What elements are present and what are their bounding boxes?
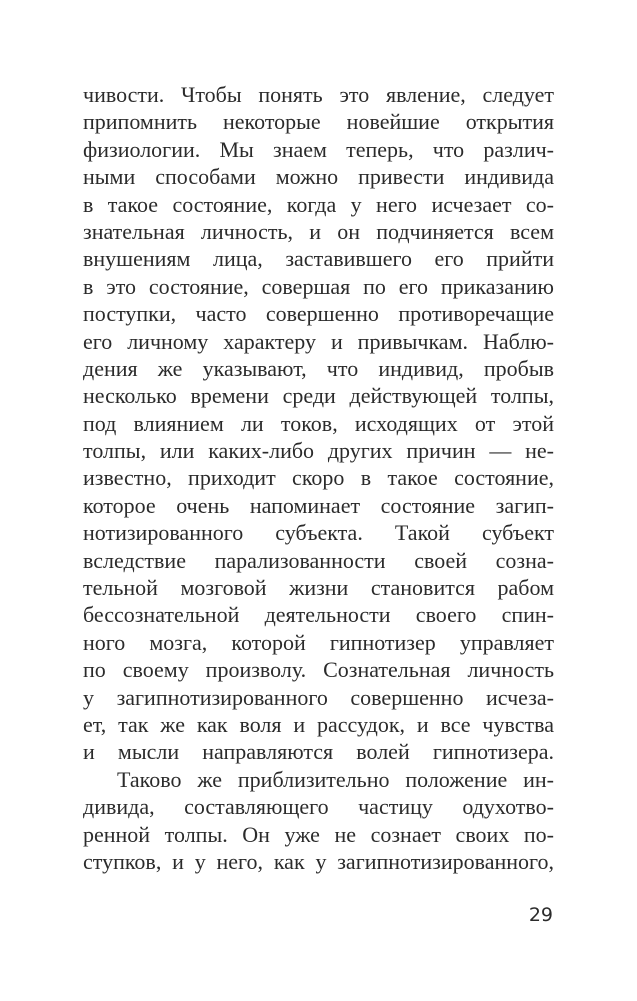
text-line: тельной мозговой жизни становится рабом — [83, 575, 554, 601]
text-line: ными способами можно привести индивида — [83, 164, 554, 190]
text-line: ренной толпы. Он уже не сознает своих по- — [83, 821, 554, 847]
text-line: ступков, и у него, как у загипнотизированного, — [83, 848, 554, 874]
text-line: под влиянием ли токов, исходящих от этой — [83, 410, 554, 436]
text-line: поступки, часто совершенно противоречащие — [83, 301, 554, 327]
text-line: ет, так же как воля и рассудок, и все чувства — [83, 711, 554, 737]
text-line: припомнить некоторые новейшие открытия — [83, 109, 554, 135]
body-text — [83, 81, 554, 875]
page-number: 29 — [528, 904, 553, 926]
text-line: у загипнотизированного совершенно исчеза- — [83, 684, 554, 710]
text-line: нотизированного субъекта. Такой субъект — [83, 520, 554, 546]
text-line: которое очень напоминает состояние загип- — [83, 492, 554, 518]
text-line: в это состояние, совершая по его приказанию — [83, 273, 554, 299]
text-line: физиологии. Мы знаем теперь, что различ- — [83, 136, 554, 162]
text-line: бессознательной деятельности своего спин- — [83, 602, 554, 628]
text-line: его личному характеру и привычкам. Наблю- — [83, 328, 554, 354]
text-line: знательная личность, и он подчиняется всем — [83, 218, 554, 244]
text-line: несколько времени среди действующей толпы, — [83, 383, 554, 409]
text-line: известно, приходит скоро в такое состояние, — [83, 465, 554, 491]
text-line: в такое состояние, когда у него исчезает со- — [83, 191, 554, 217]
text-line: внушениям лица, заставившего его прийти — [83, 246, 554, 272]
text-line: ного мозга, которой гипнотизер управляет — [83, 629, 554, 655]
text-line: и мысли направляются волей гипнотизера. — [83, 739, 554, 765]
text-line: вследствие парализованности своей созна- — [83, 547, 554, 573]
text-line: по своему произволу. Сознательная личность — [83, 657, 554, 683]
text-line: дения же указывают, что индивид, пробыв — [83, 355, 554, 381]
paragraph-first-line: Таково же приблизительно положение ин- — [117, 766, 554, 792]
text-line: дивида, составляющего частицу одухотво- — [83, 794, 554, 820]
text-line: чивости. Чтобы понять это явление, следует — [83, 82, 554, 107]
text-line: толпы, или каких-либо других причин — не- — [83, 438, 554, 464]
